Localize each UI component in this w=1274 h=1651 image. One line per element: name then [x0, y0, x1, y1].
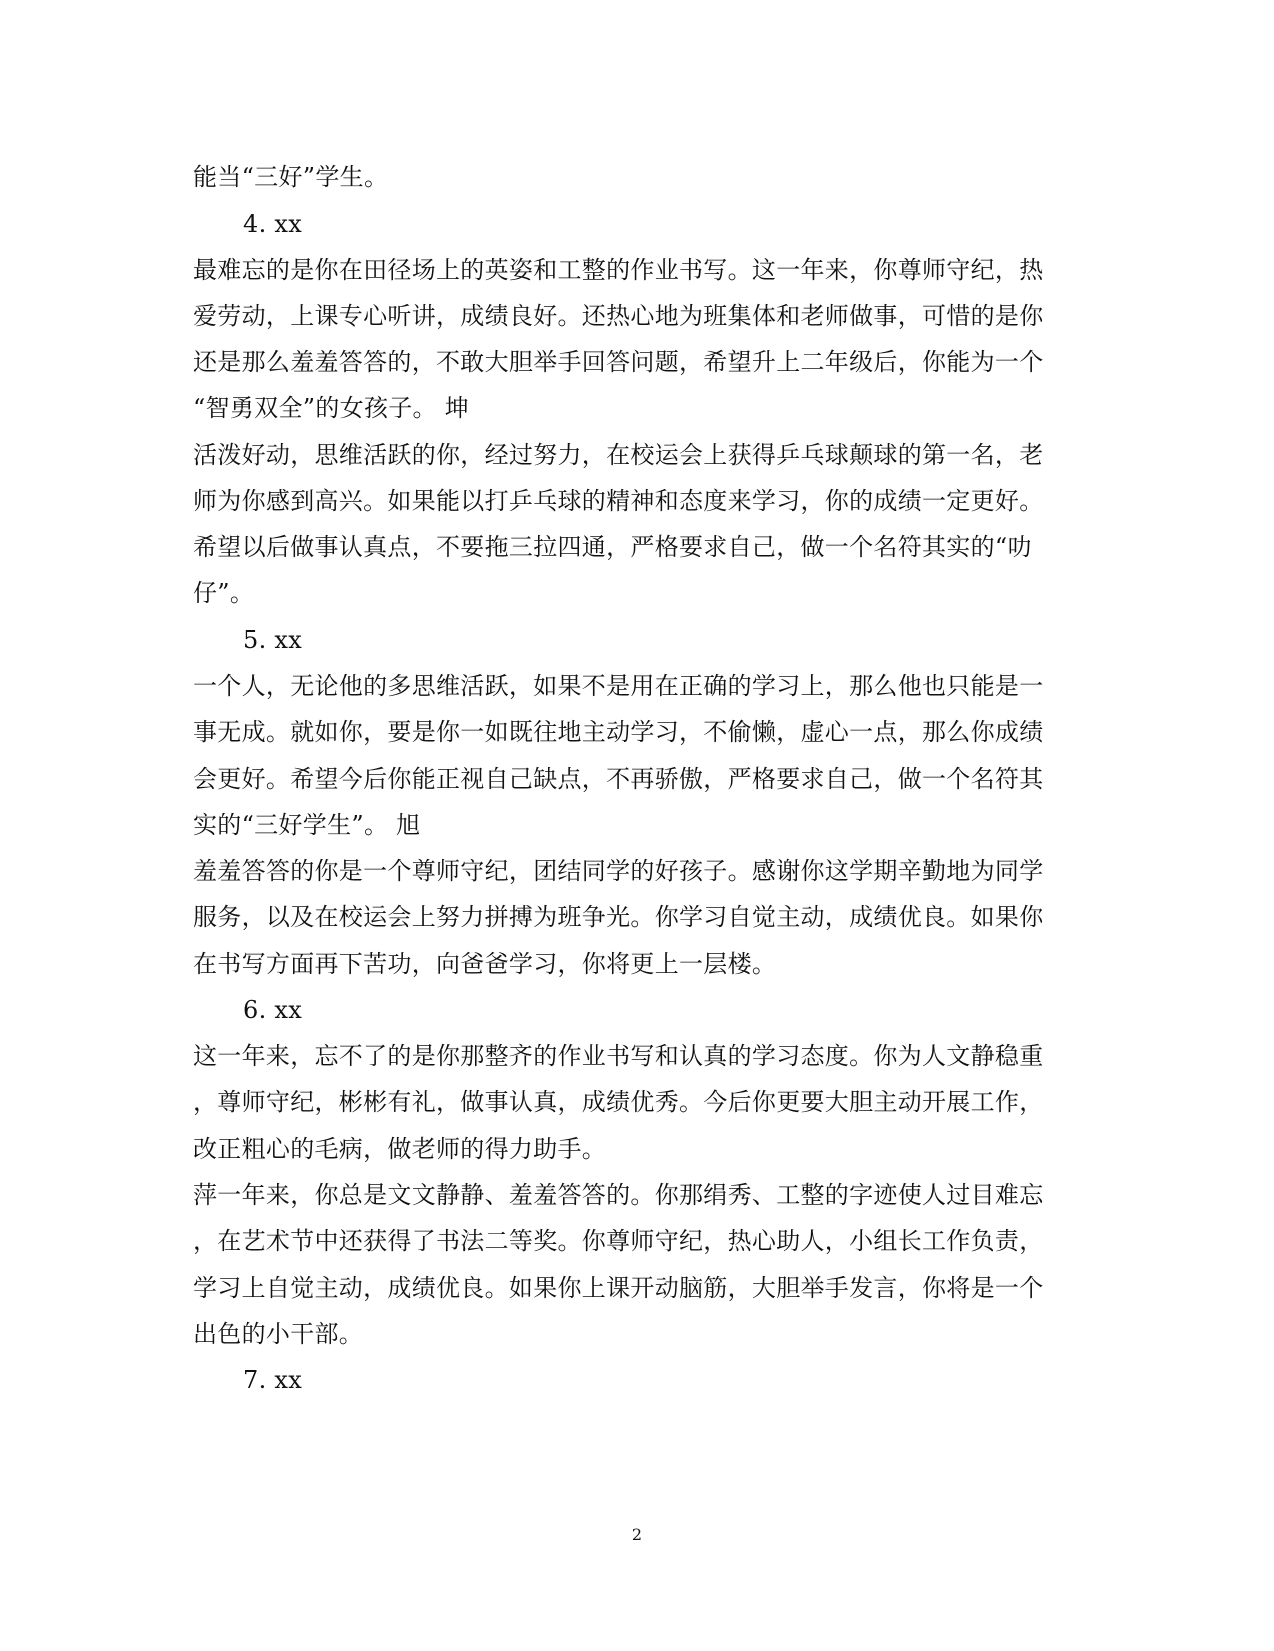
text-line: 一个人，无论他的多思维活跃，如果不是用在正确的学习上，那么他也只能是一 — [193, 672, 1044, 700]
text-line: 服务，以及在校运会上努力拼搏为班争光。你学习自觉主动，成绩优良。如果你 — [193, 903, 1044, 931]
text-line: “智勇双全”的女孩子。 坤 — [193, 394, 470, 422]
section-heading-5: 5. xx — [243, 626, 303, 654]
text-line: 羞羞答答的你是一个尊师守纪，团结同学的好孩子。感谢你这学期辛勤地为同学 — [193, 857, 1044, 885]
page-number: 2 — [631, 1525, 643, 1544]
text-line: 出色的小干部。 — [193, 1320, 364, 1348]
text-line: 还是那么羞羞答答的，不敢大胆举手回答问题，希望升上二年级后，你能为一个 — [193, 348, 1044, 376]
text-line: 会更好。希望今后你能正视自己缺点，不再骄傲，严格要求自己，做一个名符其 — [193, 765, 1044, 793]
text-line: 学习上自觉主动，成绩优良。如果你上课开动脑筋，大胆举手发言，你将是一个 — [193, 1274, 1044, 1302]
text-line: 仔”。 — [193, 579, 255, 607]
text-line: 实的“三好学生”。 旭 — [193, 811, 421, 839]
text-line: 事无成。就如你，要是你一如既往地主动学习，不偷懒，虚心一点，那么你成绩 — [193, 718, 1044, 746]
text-line: ，在艺术节中还获得了书法二等奖。你尊师守纪，热心助人，小组长工作负责， — [193, 1227, 1044, 1255]
text-line: 这一年来，忘不了的是你那整齐的作业书写和认真的学习态度。你为人文静稳重 — [193, 1042, 1044, 1070]
text-line: 爱劳动，上课专心听讲，成绩良好。还热心地为班集体和老师做事，可惜的是你 — [193, 302, 1044, 330]
text-line: 在书写方面再下苦功，向爸爸学习，你将更上一层楼。 — [193, 950, 777, 978]
text-line: 改正粗心的毛病，做老师的得力助手。 — [193, 1135, 607, 1163]
text-line: 能当“三好”学生。 — [193, 163, 389, 191]
text-line: 活泼好动，思维活跃的你，经过努力，在校运会上获得乒乓球颠球的第一名，老 — [193, 441, 1044, 469]
section-heading-4: 4. xx — [243, 210, 303, 238]
text-line: 师为你感到高兴。如果能以打乒乓球的精神和态度来学习，你的成绩一定更好。 — [193, 487, 1044, 515]
text-line: 最难忘的是你在田径场上的英姿和工整的作业书写。这一年来，你尊师守纪，热 — [193, 256, 1044, 284]
text-line: 希望以后做事认真点，不要拖三拉四通，严格要求自己，做一个名符其实的“叻 — [193, 533, 1032, 561]
section-heading-7: 7. xx — [243, 1366, 303, 1394]
section-heading-6: 6. xx — [243, 996, 303, 1024]
text-line: 萍一年来，你总是文文静静、羞羞答答的。你那绢秀、工整的字迹使人过目难忘 — [193, 1181, 1044, 1209]
text-line: ，尊师守纪，彬彬有礼，做事认真，成绩优秀。今后你更要大胆主动开展工作， — [193, 1088, 1044, 1116]
